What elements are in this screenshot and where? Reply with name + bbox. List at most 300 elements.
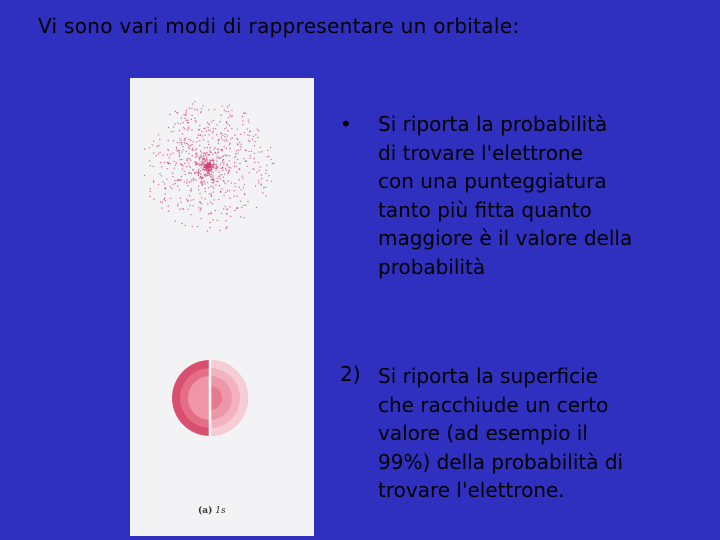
probability-dot: [223, 146, 224, 147]
probability-dot: [208, 129, 209, 130]
probability-dot: [181, 151, 182, 152]
probability-dot: [222, 170, 223, 171]
probability-dot: [202, 163, 203, 164]
probability-dot: [201, 152, 202, 153]
probability-dot: [144, 149, 145, 150]
probability-dot: [244, 184, 245, 185]
probability-dot: [213, 199, 214, 200]
probability-dot: [240, 134, 241, 135]
electron-dot-cloud: [144, 101, 275, 232]
probability-dot: [221, 150, 222, 151]
orbital-figure: [130, 78, 314, 536]
probability-dot: [186, 199, 187, 200]
probability-dot: [186, 151, 187, 152]
probability-dot: [221, 149, 222, 150]
probability-dot: [164, 162, 165, 163]
probability-dot: [174, 161, 175, 162]
probability-dot: [247, 134, 248, 135]
probability-dot: [214, 179, 215, 180]
probability-dot: [225, 168, 226, 169]
probability-dot: [190, 214, 191, 215]
probability-dot: [184, 171, 185, 172]
probability-dot: [199, 193, 200, 194]
probability-dot: [219, 185, 220, 186]
probability-dot: [176, 147, 177, 148]
probability-dot: [149, 188, 150, 189]
probability-dot: [224, 110, 225, 111]
probability-dot: [214, 109, 215, 110]
probability-dot: [266, 170, 267, 171]
probability-dot: [193, 199, 194, 200]
probability-dot: [181, 159, 182, 160]
probability-dot: [207, 230, 208, 231]
probability-dot: [204, 183, 205, 184]
probability-dot: [188, 144, 189, 145]
probability-dot: [196, 121, 197, 122]
probability-dot: [144, 175, 145, 176]
probability-dot: [207, 165, 208, 166]
probability-dot: [194, 109, 195, 110]
probability-dot: [200, 176, 201, 177]
probability-dot: [179, 138, 180, 139]
probability-dot: [226, 127, 227, 128]
probability-dot: [194, 172, 195, 173]
probability-dot: [227, 173, 228, 174]
probability-dot: [204, 169, 205, 170]
probability-dot: [175, 183, 176, 184]
probability-dot: [187, 122, 188, 123]
orbital-sphere-cutaway: [172, 360, 248, 436]
probability-dot: [187, 160, 188, 161]
probability-dot: [208, 187, 209, 188]
probability-dot: [242, 175, 243, 176]
probability-dot: [202, 135, 203, 136]
probability-dot: [206, 173, 207, 174]
probability-dot: [191, 179, 192, 180]
probability-dot: [198, 134, 199, 135]
probability-dot: [212, 219, 213, 220]
probability-dot: [260, 147, 261, 148]
probability-dot: [168, 157, 169, 158]
probability-dot: [176, 162, 177, 163]
probability-dot: [261, 184, 262, 185]
probability-dot: [218, 149, 219, 150]
probability-dot: [232, 137, 233, 138]
probability-dot: [208, 109, 209, 110]
probability-dot: [234, 162, 235, 163]
probability-dot: [176, 112, 177, 113]
probability-dot: [189, 108, 190, 109]
probability-dot: [200, 155, 201, 156]
probability-dot: [192, 150, 193, 151]
probability-dot: [217, 152, 218, 153]
probability-dot: [230, 167, 231, 168]
probability-dot: [176, 148, 177, 149]
probability-dot: [216, 161, 217, 162]
probability-dot: [224, 134, 225, 135]
probability-dot: [212, 175, 213, 176]
probability-dot: [179, 130, 180, 131]
probability-dot: [191, 115, 192, 116]
probability-dot: [179, 152, 180, 153]
probability-dot: [225, 111, 226, 112]
probability-dot: [211, 193, 212, 194]
probability-dot: [198, 174, 199, 175]
probability-dot: [181, 223, 182, 224]
probability-dot: [212, 158, 213, 159]
point1-line: tanto più fitta quanto: [378, 197, 592, 222]
probability-dot: [250, 131, 251, 132]
probability-dot: [197, 164, 198, 165]
orbital-figure-panel: [130, 78, 314, 536]
probability-dot: [225, 183, 226, 184]
probability-dot: [228, 167, 229, 168]
probability-dot: [259, 151, 260, 152]
probability-dot: [226, 140, 227, 141]
probability-dot: [203, 165, 204, 166]
probability-dot: [203, 156, 204, 157]
probability-dot: [221, 174, 222, 175]
probability-dot: [189, 195, 190, 196]
probability-dot: [211, 196, 212, 197]
probability-dot: [168, 211, 169, 212]
probability-dot: [212, 138, 213, 139]
probability-dot: [208, 134, 209, 135]
probability-dot: [188, 128, 189, 129]
probability-dot: [218, 143, 219, 144]
probability-dot: [227, 124, 228, 125]
probability-dot: [222, 160, 223, 161]
probability-dot: [210, 186, 211, 187]
probability-dot: [268, 156, 269, 157]
probability-dot: [190, 167, 191, 168]
probability-dot: [195, 153, 196, 154]
probability-dot: [224, 140, 225, 141]
probability-dot: [163, 154, 164, 155]
probability-dot: [206, 169, 207, 170]
probability-dot: [213, 166, 214, 167]
probability-dot: [235, 186, 236, 187]
probability-dot: [185, 174, 186, 175]
probability-dot: [210, 147, 211, 148]
probability-dot: [185, 115, 186, 116]
point1-text: [378, 110, 708, 281]
probability-dot: [189, 205, 190, 206]
probability-dot: [216, 157, 217, 158]
probability-dot: [258, 180, 259, 181]
probability-dot: [206, 156, 207, 157]
probability-dot: [194, 118, 195, 119]
probability-dot: [217, 180, 218, 181]
probability-dot: [164, 198, 165, 199]
probability-dot: [248, 151, 249, 152]
probability-dot: [225, 192, 226, 193]
probability-dot: [198, 185, 199, 186]
probability-dot: [198, 169, 199, 170]
probability-dot: [247, 201, 248, 202]
probability-dot: [209, 124, 210, 125]
probability-dot: [242, 124, 243, 125]
probability-dot: [229, 190, 230, 191]
probability-dot: [172, 176, 173, 177]
probability-dot: [192, 226, 193, 227]
probability-dot: [252, 139, 253, 140]
probability-dot: [265, 173, 266, 174]
probability-dot: [179, 156, 180, 157]
probability-dot: [206, 160, 207, 161]
probability-dot: [202, 160, 203, 161]
probability-dot: [215, 128, 216, 129]
probability-dot: [159, 173, 160, 174]
probability-dot: [231, 138, 232, 139]
probability-dot: [221, 115, 222, 116]
probability-dot: [186, 143, 187, 144]
probability-dot: [223, 208, 224, 209]
probability-dot: [232, 115, 233, 116]
probability-dot: [202, 105, 203, 106]
probability-dot: [190, 200, 191, 201]
probability-dot: [217, 155, 218, 156]
point2-line: valore (ad esempio il: [378, 421, 588, 445]
probability-dot: [227, 106, 228, 107]
probability-dot: [254, 145, 255, 146]
probability-dot: [175, 165, 176, 166]
probability-dot: [220, 157, 221, 158]
probability-dot: [173, 131, 174, 132]
probability-dot: [173, 140, 174, 141]
probability-dot: [191, 173, 192, 174]
point2-line: trovare l'elettrone.: [378, 478, 565, 502]
probability-dot: [267, 150, 268, 151]
probability-dot: [170, 198, 171, 199]
probability-dot: [185, 138, 186, 139]
probability-dot: [149, 160, 150, 161]
probability-dot: [199, 140, 200, 141]
probability-dot: [229, 198, 230, 199]
probability-dot: [211, 164, 212, 165]
probability-dot: [257, 137, 258, 138]
probability-dot: [228, 170, 229, 171]
probability-dot: [222, 166, 223, 167]
probability-dot: [213, 164, 214, 165]
probability-dot: [203, 168, 204, 169]
probability-dot: [181, 142, 182, 143]
probability-dot: [180, 201, 181, 202]
probability-dot: [219, 175, 220, 176]
probability-dot: [193, 141, 194, 142]
probability-dot: [226, 148, 227, 149]
probability-dot: [235, 155, 236, 156]
probability-dot: [241, 207, 242, 208]
probability-dot: [172, 173, 173, 174]
probability-dot: [249, 141, 250, 142]
probability-dot: [244, 194, 245, 195]
probability-dot: [261, 174, 262, 175]
probability-dot: [242, 178, 243, 179]
probability-dot: [209, 165, 210, 166]
probability-dot: [207, 122, 208, 123]
probability-dot: [245, 113, 246, 114]
probability-dot: [247, 166, 248, 167]
probability-dot: [230, 216, 231, 217]
probability-dot: [237, 129, 238, 130]
point1-line: probabilità: [378, 254, 486, 279]
probability-dot: [242, 120, 243, 121]
probability-dot: [188, 139, 189, 140]
probability-dot: [199, 145, 200, 146]
probability-dot: [256, 172, 257, 173]
probability-dot: [175, 221, 176, 222]
probability-dot: [239, 179, 240, 180]
probability-dot: [204, 188, 205, 189]
probability-dot: [183, 114, 184, 115]
probability-dot: [204, 161, 205, 162]
probability-dot: [244, 132, 245, 133]
probability-dot: [272, 163, 273, 164]
probability-dot: [222, 156, 223, 157]
probability-dot: [219, 178, 220, 179]
probability-dot: [190, 160, 191, 161]
probability-dot: [164, 199, 165, 200]
probability-dot: [179, 179, 180, 180]
probability-dot: [201, 184, 202, 185]
probability-dot: [205, 191, 206, 192]
probability-dot: [219, 121, 220, 122]
probability-dot: [270, 159, 271, 160]
probability-dot: [168, 140, 169, 141]
probability-dot: [199, 125, 200, 126]
probability-dot: [156, 155, 157, 156]
probability-dot: [229, 125, 230, 126]
probability-dot: [246, 161, 247, 162]
probability-dot: [206, 175, 207, 176]
probability-dot: [231, 182, 232, 183]
probability-dot: [273, 163, 274, 164]
probability-dot: [167, 154, 168, 155]
probability-dot: [191, 188, 192, 189]
probability-dot: [202, 177, 203, 178]
probability-dot: [181, 180, 182, 181]
probability-dot: [231, 128, 232, 129]
probability-dot: [209, 150, 210, 151]
probability-dot: [167, 168, 168, 169]
probability-dot: [194, 101, 195, 102]
probability-dot: [200, 209, 201, 210]
probability-dot: [153, 180, 154, 181]
probability-dot: [198, 207, 199, 208]
probability-dot: [171, 188, 172, 189]
probability-dot: [225, 228, 226, 229]
probability-dot: [204, 128, 205, 129]
probability-dot: [201, 180, 202, 181]
probability-dot: [180, 164, 181, 165]
probability-dot: [201, 167, 202, 168]
probability-dot: [182, 168, 183, 169]
probability-dot: [182, 133, 183, 134]
probability-dot: [180, 159, 181, 160]
point1-line: con una punteggiatura: [378, 169, 607, 193]
probability-dot: [226, 227, 227, 228]
probability-dot: [153, 166, 154, 167]
probability-dot: [207, 171, 208, 172]
probability-dot: [160, 201, 161, 202]
probability-dot: [207, 163, 208, 164]
probability-dot: [224, 128, 225, 129]
probability-dot: [181, 117, 182, 118]
probability-dot: [185, 225, 186, 226]
probability-dot: [188, 182, 189, 183]
probability-dot: [233, 196, 234, 197]
probability-dot: [229, 144, 230, 145]
probability-dot: [237, 207, 238, 208]
probability-dot: [187, 129, 188, 130]
probability-dot: [222, 139, 223, 140]
probability-dot: [213, 177, 214, 178]
probability-dot: [228, 181, 229, 182]
probability-dot: [220, 163, 221, 164]
probability-dot: [236, 138, 237, 139]
probability-dot: [203, 139, 204, 140]
probability-dot: [191, 190, 192, 191]
probability-dot: [215, 170, 216, 171]
probability-dot: [229, 148, 230, 149]
point2-marker: 2): [340, 362, 361, 386]
probability-dot: [271, 181, 272, 182]
probability-dot: [178, 180, 179, 181]
probability-dot: [226, 213, 227, 214]
probability-dot: [200, 151, 201, 152]
probability-dot: [261, 178, 262, 179]
probability-dot: [170, 154, 171, 155]
probability-dot: [223, 195, 224, 196]
probability-dot: [180, 198, 181, 199]
probability-dot: [187, 120, 188, 121]
probability-dot: [170, 186, 171, 187]
probability-dot: [215, 152, 216, 153]
probability-dot: [214, 147, 215, 148]
probability-dot: [223, 176, 224, 177]
probability-dot: [229, 206, 230, 207]
probability-dot: [254, 141, 255, 142]
probability-dot: [262, 192, 263, 193]
probability-dot: [198, 175, 199, 176]
probability-dot: [198, 129, 199, 130]
probability-dot: [213, 181, 214, 182]
probability-dot: [210, 170, 211, 171]
probability-dot: [212, 186, 213, 187]
probability-dot: [171, 131, 172, 132]
probability-dot: [239, 186, 240, 187]
probability-dot: [169, 163, 170, 164]
figure-caption: (a) 1s: [198, 506, 226, 516]
probability-dot: [203, 182, 204, 183]
probability-dot: [211, 121, 212, 122]
bullet-marker: •: [340, 112, 352, 136]
probability-dot: [184, 181, 185, 182]
probability-dot: [200, 170, 201, 171]
probability-dot: [219, 171, 220, 172]
probability-dot: [255, 134, 256, 135]
probability-dot: [203, 153, 204, 154]
probability-dot: [242, 116, 243, 117]
probability-dot: [186, 166, 187, 167]
probability-dot: [267, 156, 268, 157]
probability-dot: [248, 119, 249, 120]
probability-dot: [200, 164, 201, 165]
probability-dot: [190, 140, 191, 141]
probability-dot: [200, 173, 201, 174]
probability-dot: [205, 134, 206, 135]
